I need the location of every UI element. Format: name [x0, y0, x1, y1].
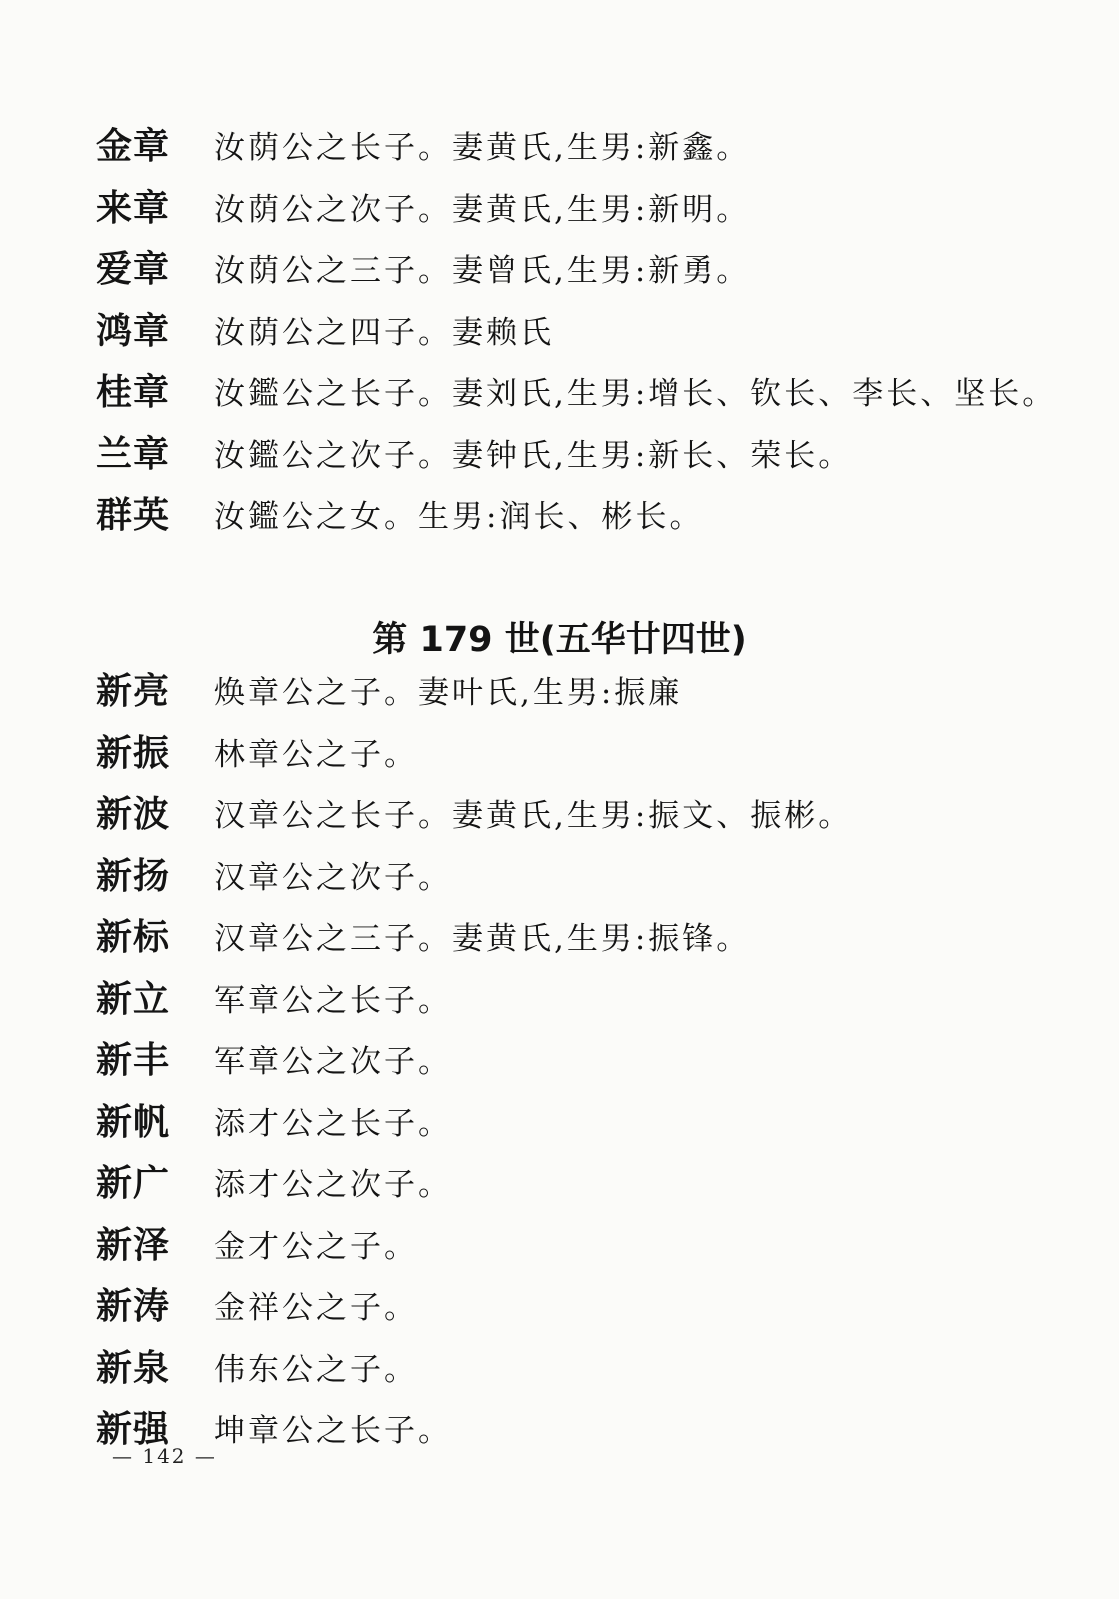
entry-name: 新亮 [96, 671, 171, 712]
entry-description: 汝荫公之长子。妻黄氏,生男:新鑫。 [214, 130, 751, 166]
entry-name: 群英 [96, 495, 171, 536]
page-number: — 142 — [112, 1444, 217, 1468]
entry-name: 桂章 [96, 372, 171, 413]
entry-name: 金章 [96, 126, 171, 167]
entry-description: 添才公之次子。 [214, 1167, 452, 1203]
list-item [96, 971, 1096, 1033]
list-item [96, 909, 1096, 971]
list-item [96, 426, 1096, 488]
entry-name: 新强 [96, 1409, 171, 1450]
list-item [96, 1401, 1096, 1463]
list-item [96, 786, 1096, 848]
entry-name: 新振 [96, 732, 171, 774]
entry-name: 鸿章 [96, 310, 171, 352]
entry-description: 坤章公之长子。 [214, 1413, 452, 1449]
entry-name: 新泽 [96, 1224, 171, 1266]
list-item [96, 241, 1096, 303]
entry-name: 新波 [96, 794, 171, 835]
entry-description: 汝鑑公之女。生男:润长、彬长。 [214, 499, 704, 535]
entry-name: 来章 [96, 187, 171, 229]
entry-name: 新立 [96, 978, 171, 1020]
section-heading: 第 179 世(五华廿四世) [372, 620, 747, 660]
list-item [96, 1155, 1096, 1217]
entry-description: 焕章公之子。妻叶氏,生男:振廉 [214, 675, 683, 711]
entry-name: 兰章 [96, 433, 171, 475]
entry-description: 汉章公之长子。妻黄氏,生男:振文、振彬。 [214, 798, 853, 834]
entry-description: 汉章公之次子。 [214, 859, 452, 896]
list-item [96, 1032, 1096, 1094]
entry-description: 添才公之长子。 [214, 1105, 452, 1142]
list-item [96, 364, 1096, 426]
genealogy-list-previous-generation [96, 118, 1096, 549]
list-item [96, 303, 1096, 365]
entry-name: 爱章 [96, 249, 171, 290]
entry-description: 汝荫公之次子。妻黄氏,生男:新明。 [214, 191, 751, 228]
list-item [96, 1094, 1096, 1156]
genealogy-list-generation-179 [96, 663, 1096, 1463]
entry-description: 军章公之长子。 [214, 982, 452, 1019]
list-item [96, 118, 1096, 180]
list-item [96, 1278, 1096, 1340]
entry-name: 新泉 [96, 1347, 171, 1389]
list-item [96, 180, 1096, 242]
entry-description: 汉章公之三子。妻黄氏,生男:振锋。 [214, 921, 751, 957]
entry-name: 新扬 [96, 855, 171, 897]
entry-description: 汝荫公之四子。妻赖氏 [214, 314, 554, 351]
entry-description: 军章公之次子。 [214, 1044, 452, 1080]
entry-name: 新丰 [96, 1040, 171, 1081]
entry-description: 金祥公之子。 [214, 1290, 418, 1326]
list-item [96, 487, 1096, 549]
entry-description: 林章公之子。 [214, 736, 418, 773]
entry-description: 汝鑑公之长子。妻刘氏,生男:增长、钦长、李长、坚长。 [214, 376, 1057, 412]
list-item [96, 1340, 1096, 1402]
entry-description: 汝荫公之三子。妻曾氏,生男:新勇。 [214, 253, 751, 289]
entry-name: 新涛 [96, 1286, 171, 1327]
entry-name: 新帆 [96, 1101, 171, 1143]
list-item [96, 663, 1096, 725]
list-item [96, 848, 1096, 910]
entry-description: 金才公之子。 [214, 1228, 418, 1265]
list-item [96, 725, 1096, 787]
list-item [96, 1217, 1096, 1279]
entry-name: 新广 [96, 1163, 171, 1204]
entry-name: 新标 [96, 917, 171, 958]
entry-description: 伟东公之子。 [214, 1351, 418, 1388]
entry-description: 汝鑑公之次子。妻钟氏,生男:新长、荣长。 [214, 437, 853, 474]
